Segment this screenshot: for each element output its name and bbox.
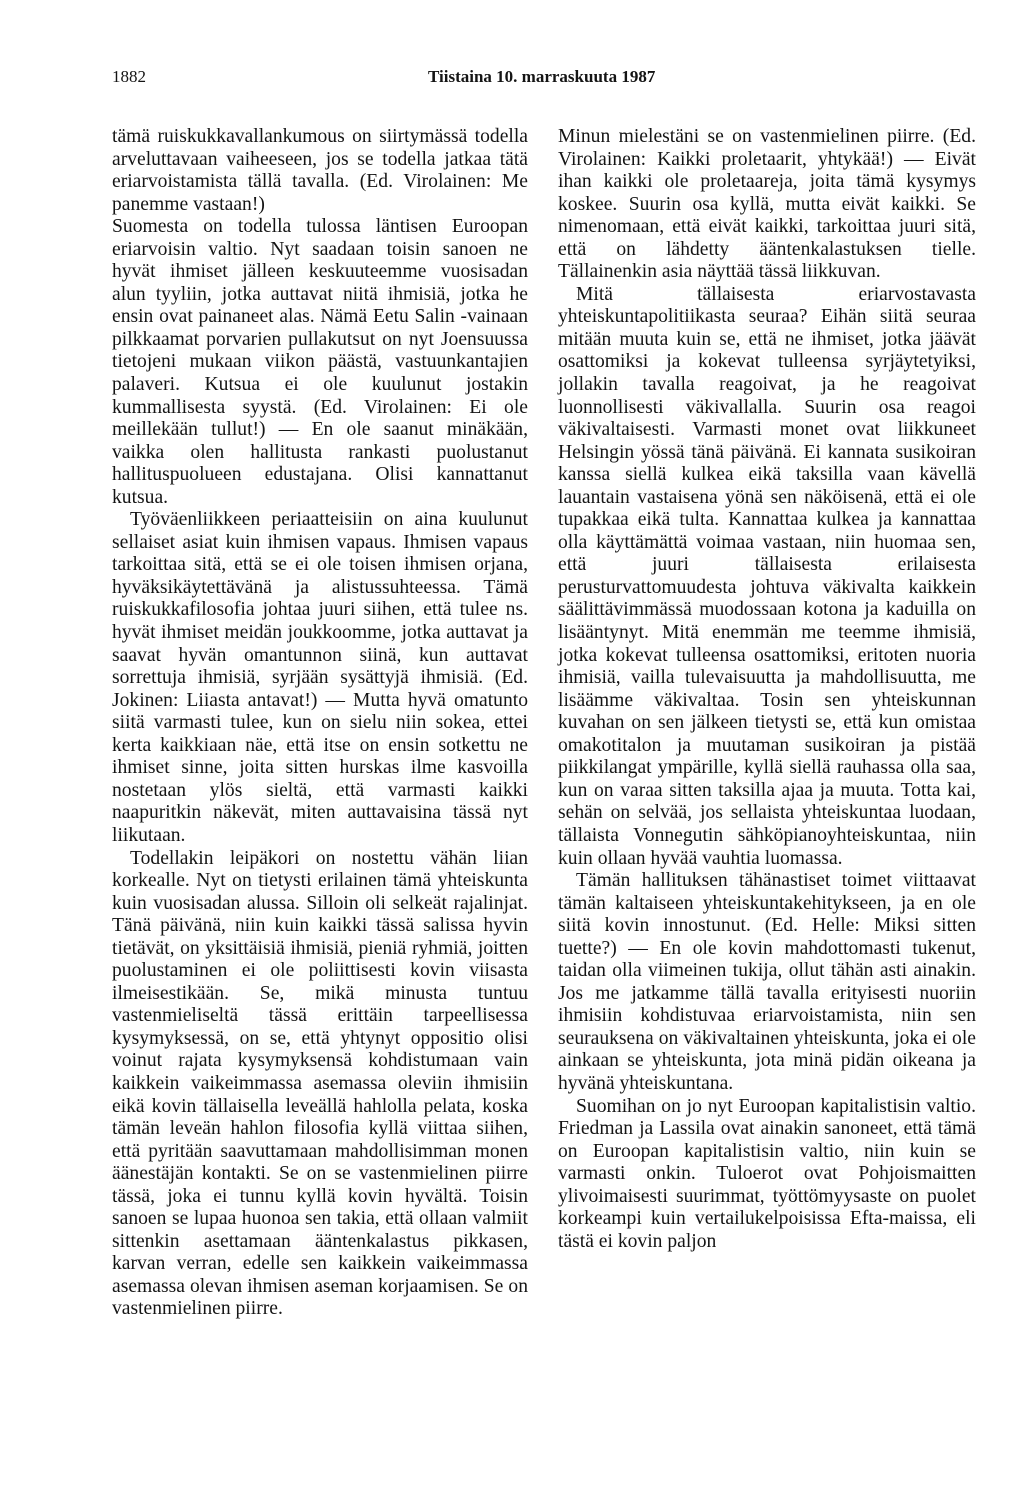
paragraph: Tämän hallituksen tähänastiset toimet viittaavat tämän kaltaiseen yhteiskuntakehitykseen, ja en ole siitä kovin innostunut. (Ed. Helle: Miksi sitten tuette?) — En ole kovin mahdottomasti tukenut, taidan olla viimeinen tukija, ollut tähän asti ainakin. Jos me jatkamme tällä tavalla erityisesti nuoriin ihmisiin kohdistuvaa eriarvoistamista, niin sen seurauksena on väkivaltainen yhteiskunta, joka ei ole ainkaan se yhteiskunta, jota minä pidän oikeana ja hyvänä yhteiskuntana.: [558, 870, 976, 1094]
page-number: 1882: [112, 67, 146, 86]
right-column: [558, 126, 976, 1253]
page-header: [0, 67, 1024, 93]
left-column: [112, 126, 528, 1321]
paragraph: Suomihan on jo nyt Euroopan kapitalistisin valtio. Friedman ja Lassila ovat ainakin sanoneet, että tämä on Euroopan kapitalistisin valtio, niin kuin se varmasti onkin. Tuloerot ovat Pohjoismaitten ylivoimaisesti suurimmat, työttömyysaste on puolet korkeampi kuin vertailukelpoisissa Efta-maissa, eli tästä ei kovin paljon: [558, 1095, 976, 1252]
paragraph: Mitä tällaisesta eriarvostavasta yhteiskuntapolitiikasta seuraa? Eihän siitä seuraa mitään muuta kuin se, että ne ihmiset, jotka jäävät osattomiksi ja kokevat tulleensa syrjäytetyiksi, jollakin tavalla reagoivat, ja he reagoivat luonnollisesti väkivallalla. Suurin osa reagoi väkivaltaisesti. Varmasti monet ovat liikkuneet Helsingin yössä tänä päivänä. Ei kannata susikoiran kanssa siellä kulkea eikä taksilla vaan kävellä lauantain vastaisena yönä sen näköisenä, että ei ole tupakkaa eikä tulta. Kannattaa kulkea ja kannattaa olla käyttämättä voimaa vastaan, niin huomaa sen, että juuri tällaisesta erilaisesta perusturvattomuudesta johtuva väkivalta kaikkein säälittävimmässä muodossaan kotona ja kaduilla on lisääntynyt. Mitä enemmän me teemme ihmisiä, jotka kokevat tulleensa osattomiksi, eritoten nuoria ihmisiä, vailla tulevaisuutta ja mahdollisuutta, me lisäämme väkivaltaa. Tosin sen yhteiskunnan kuvahan on sen jälkeen tietysti se, että kun omistaa omakotitalon ja muutaman susikoiran ja pistää piikkilangat ympärille, kyllä siellä rauhassa olla saa, kun on varaa sitten taksilla ajaa ja muuta. Totta kai, sehän on selvää, jos sellaista yhteiskuntaa luodaan, tällaista Vonnegutin sähköpianoyhteiskuntaa, niin kuin ollaan hyvää vauhtia luomassa.: [558, 283, 976, 869]
paragraph: Työväenliikkeen periaatteisiin on aina kuulunut sellaiset asiat kuin ihmisen vapaus. Ihmisen vapaus tarkoittaa sitä, että se ei ole toisen ihmisen orjana, hyväksikäytettävänä ja alistussuhteessa. Tämä ruiskukkafilosofia johtaa juuri siihen, että tulee ns. hyvät ihmiset meidän joukkoomme, jotka auttavat ja saavat hyvän omantunnon siinä, kun auttavat sorrettuja ihmisiä, syrjään sysättyjä ihmisiä. (Ed. Jokinen: Liiasta antavat!) — Mutta hyvä omatunto siitä varmasti tulee, kun on sielu niin sokea, ettei kerta kaikkiaan näe, että itse on ensin sotkettu ne ihmiset sinne, joita sitten hurskas ilme kasvoilla nostetaan ylös sieltä, että varmasti kaikki naapuritkin näkevät, miten auttavaisina tässä nyt liikutaan.: [112, 509, 528, 846]
paragraph: Todellakin leipäkori on nostettu vähän liian korkealle. Nyt on tietysti erilainen tämä yhteiskunta kuin vuosisadan alussa. Silloin oli selkeät rajalinjat. Tänä päivänä, niin kuin kaikki tässä salissa hyvin tietävät, on yksittäisiä ihmisiä, pieniä ryhmiä, joitten puolustaminen ei ole poliittisesti kovin viisasta ilmeisestikään. Se, mikä minusta tuntuu vastenmieliseltä tässä erittäin tarpeellisessa kysymyksessä, on se, että yhtynyt oppositio olisi voinut rajata kysymyksensä kohdistumaan vain kaikkein vaikeimmassa asemassa oleviin ihmisiin eikä kovin tällaisella leveällä hahlolla pelata, koska tämän leveän hahlon filosofia kyllä viittaa siihen, että pyritään saavuttamaan mahdollisimman monen äänestäjän kontakti. Se on se vastenmielinen piirre tässä, joka ei tunnu kyllä kovin hyvältä. Toisin sanoen se lupaa huonoa sen takia, että ollaan valmiit sittenkin asettamaan ääntenkalastus pikkasen, karvan verran, edelle sen kaikkein vaikeimmassa asemassa olevan ihmisen aseman korjaamisen. Se on vastenmielinen piirre.: [112, 847, 528, 1320]
running-head: Tiistaina 10. marraskuuta 1987: [428, 67, 656, 86]
paragraph: Suomesta on todella tulossa läntisen Euroopan eriarvoisin valtio. Nyt saadaan toisin sanoen ne hyvät ihmiset jälleen keskuuteemme vuosisadan alun tyyliin, jotka auttavat niitä ihmisiä, jotka he ensin ovat painaneet alas. Nämä Eetu Salin -vainaan pilkkaamat porvarien pullakutsut on nyt Joensuussa tietojeni mukaan viikon päästä, vastuunkantajien palaveri. Kutsua ei ole kuulunut jostakin kummallisesta syystä. (Ed. Virolainen: Ei ole meillekään tullut!) — En ole saanut minäkään, vaikka olen hallitusta rankasti puolustanut hallituspuolueen edustajana. Olisi kannattanut kutsua.: [112, 216, 528, 508]
paragraph: tämä ruiskukkavallankumous on siirtymässä todella arveluttavaan vaiheeseen, jos se todella jatkaa tätä eriarvoistamista tällä tavalla. (Ed. Virolainen: Me panemme vastaan!): [112, 126, 528, 215]
paragraph: Minun mielestäni se on vastenmielinen piirre. (Ed. Virolainen: Kaikki proletaarit, yhtykää!) — Eivät ihan kaikki ole proletaareja, joita tämä kysymys koskee. Suurin osa kyllä, mutta eivät kaikki. Se nimenomaan, että eivät kaikki, tarkoittaa juuri sitä, että on lähdetty ääntenkalastuksen tielle. Tällainenkin asia näyttää tässä liikkuvan.: [558, 126, 976, 283]
